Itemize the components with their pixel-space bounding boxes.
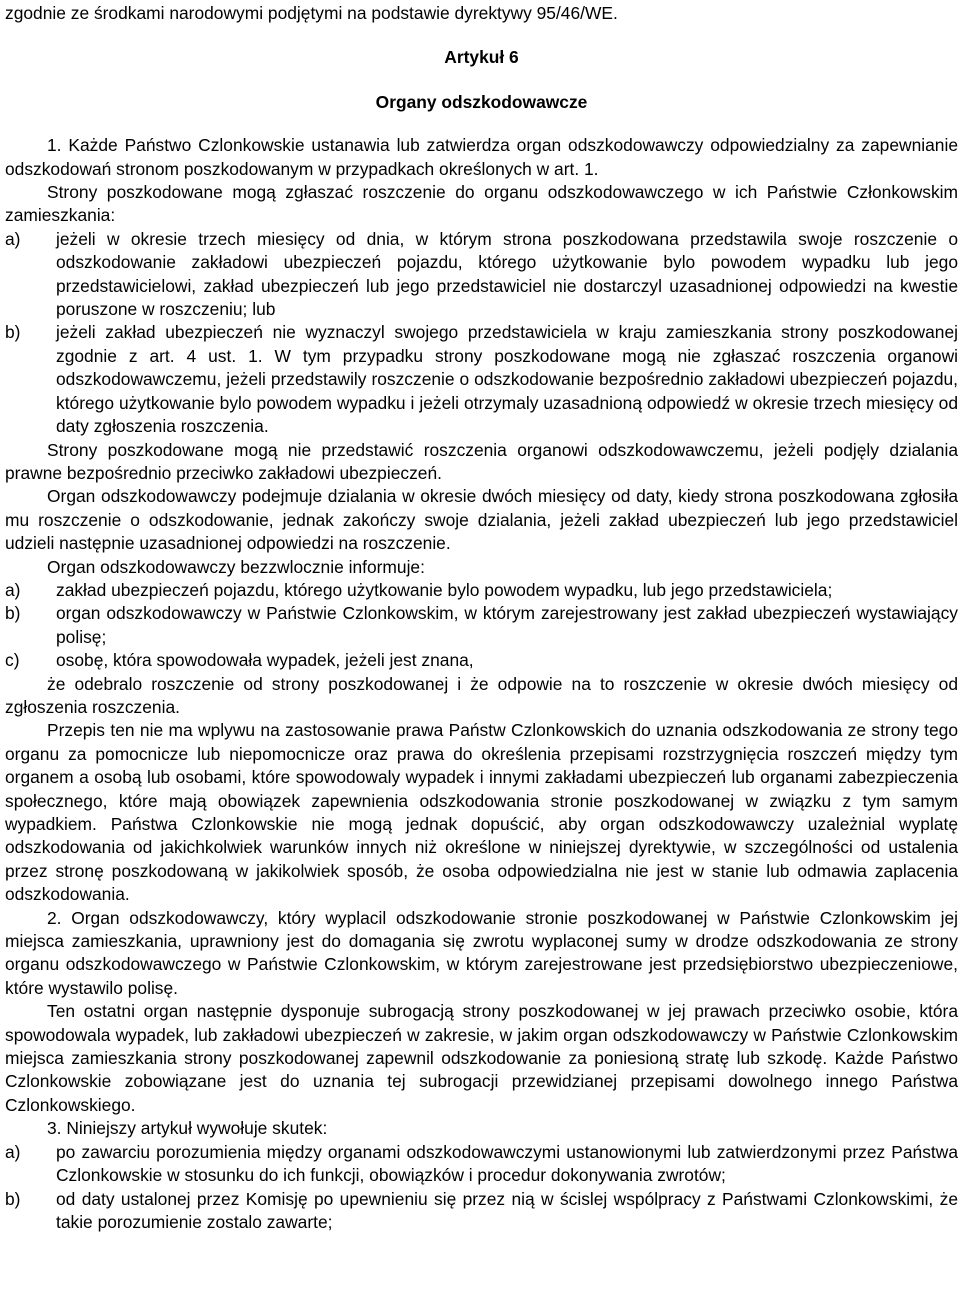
list-item-text: po zawarciu porozumienia między organami odszkodowawczymi ustanowionymi lub zatwierdzonymi przez Państwa Czlonkowskie w stosunku do ich funkcji, obowiązków i procedur dokonywania zwrotów; — [56, 1141, 958, 1186]
list-item-label: b) — [5, 603, 21, 624]
paragraph-8: 2. Organ odszkodowawczy, który wyplacil odszkodowanie stronie poszkodowanej w Państwie Czlonkowskim jej miejsca zamieszkania, uprawniony jest do domagania się zwrotu wyplaconej sumy w drodze odszkodowania ze strony organu odszkodowawczego w Państwie Czlonkowskim, w którym zarejestrowane jest przedsiębiorstwo ubezpieczeniowe, które wystawilo polisę. — [5, 907, 958, 998]
list-item-text: osobę, która spowodowała wypadek, jeżeli jest znana, — [56, 650, 474, 671]
list-item — [5, 228, 958, 322]
paragraph-2: Strony poszkodowane mogą zgłaszać roszczenie do organu odszkodowawczego w ich Państwie Członkowskim zamieszkania: — [5, 182, 958, 226]
paragraph-3: Strony poszkodowane mogą nie przedstawić roszczenia organowi odszkodowawczemu, jeżeli podjęly dzialania prawne bezpośrednio przeciwko zakładowi ubezpieczeń. — [5, 439, 958, 483]
paragraph-4: Organ odszkodowawczy podejmuje dzialania w okresie dwóch miesięcy od daty, kiedy strona poszkodowana zgłosiła mu roszczenie o odszkodowanie, jednak zakończy swoje dzialania, jeżeli zakład ubezpieczeń lub jego przedstawiciel udzieli następnie uzasadnionej odpowiedzi na roszczenie. — [5, 486, 958, 554]
paragraph-9: Ten ostatni organ następnie dysponuje subrogacją strony poszkodowanej w jej prawach przeciwko osobie, która spowodowala wypadek, lub zakładowi ubezpieczeń w zakresie, w jakim organ odszkodowawczy w Państwie Czlonkowskim miejsca zamieszkania strony poszkodowanej zapewnil odszkodowanie za poniesioną stratę lub szkodę. Każde Państwo Czlonkowskie zobowiązane jest do uznania tej subrogacji przewidzianej przepisami dowolnego innego Państwa Czlonkowskiego. — [5, 1001, 958, 1115]
intro-line: zgodnie ze środkami narodowymi podjętymi na podstawie dyrektywy 95/46/WE. — [5, 3, 618, 23]
list-item-label: a) — [5, 228, 21, 249]
list-informs — [5, 579, 958, 673]
list-item-text: od daty ustalonej przez Komisję po upewnieniu się przez nią w ścislej wspólpracy z Państwami Czlonkowskimi, że takie porozumienie zostalo zawarte; — [56, 1188, 958, 1232]
list-item-label: b) — [5, 322, 21, 343]
list-item-label: c) — [5, 650, 20, 671]
list-item — [5, 579, 958, 602]
list-effect — [5, 1141, 958, 1235]
paragraph-1: 1. Każde Państwo Czlonkowskie ustanawia lub zatwierdza organ odszkodowawczy odpowiedzialny za zapewnianie odszkodowań stronom poszkodowanym w przypadkach określonych w art. 1. — [5, 135, 958, 179]
list-item-label: a) — [5, 1141, 21, 1162]
list-item-text: zakład ubezpieczeń pojazdu, którego użytkowanie bylo powodem wypadku, lub jego przedstawiciela; — [56, 579, 833, 600]
list-item — [5, 602, 958, 649]
list-item-label: b) — [5, 1188, 21, 1209]
paragraph-7: Przepis ten nie ma wplywu na zastosowanie prawa Państw Czlonkowskich do uznania odszkodowania ze strony tego organu za pomocnicze lub niepomocnicze oraz prawa do określenia przepisami rozstrzygnięcia roszczeń między tym organem a osobą lub osobami, które spowodowaly wypadek i innymi zakładami ubezpieczeń lub organami zabezpieczenia społecznego, które mają obowiązek zapewnienia odszkodowania stronie poszkodowanej w związku z tym samym wypadkiem. Państwa Czlonkowskie nie mogą jednak dopuścić, aby organ odszkodowawczy uzależnial wyplatę odszkodowania od jakichkolwiek warunków innych niż określone w niniejszej dyrektywie, w szczególności od ustalenia przez stronę poszkodowaną w jakikolwiek sposób, że osoba odpowiedzialna nie jest w stanie lub odmawia zaplacenia odszkodowania. — [5, 720, 958, 905]
article-subtitle: Organy odszkodowawcze — [375, 91, 588, 112]
document-page — [5, 2, 958, 1234]
list-item — [5, 321, 958, 438]
paragraph-10: 3. Niniejszy artykuł wywołuje skutek: — [47, 1118, 328, 1139]
list-item-text: organ odszkodowawczy w Państwie Czlonkowskim, w którym zarejestrowany jest zakład ubezpieczeń wystawiający polisę; — [56, 603, 958, 647]
list-item — [5, 1188, 958, 1235]
paragraph-5: Organ odszkodowawczy bezzwlocznie informuje: — [47, 556, 425, 577]
list-item-label: a) — [5, 579, 21, 600]
article-title: Artykuł 6 — [444, 47, 519, 68]
list-item — [5, 649, 958, 672]
paragraph-6: że odebralo roszczenie od strony poszkodowanej i że odpowie na to roszczenie w okresie dwóch miesięcy od zgłoszenia roszczenia. — [5, 673, 958, 717]
list-item — [5, 1141, 958, 1188]
list-claims-conditions — [5, 228, 958, 439]
list-item-text: jeżeli w okresie trzech miesięcy od dnia, w którym strona poszkodowana przedstawila swoje roszczenie o odszkodowanie zakładowi ubezpieczeń pojazdu, którego użytkowanie bylo powodem wypadku lub jego przedstawicielowi, zakład ubezpieczeń lub jego przedstawiciel nie dostarczyl uzasadnionej odpowiedzi na kwestie poruszone w roszczeniu; lub — [56, 228, 958, 320]
list-item-text: jeżeli zakład ubezpieczeń nie wyznaczyl swojego przedstawiciela w kraju zamieszkania strony poszkodowanej zgodnie z art. 4 ust. 1. W tym przypadku strony poszkodowane mogą nie zgłaszać roszczenia organowi odszkodowawczemu, jeżeli przedstawily roszczenie o odszkodowanie bezpośrednio zakładowi ubezpieczeń pojazdu, którego użytkowanie bylo powodem wypadku i jeżeli otrzymaly uzasadnioną odpowiedź w okresie trzech miesięcy od daty zgłoszenia roszczenia. — [56, 322, 958, 437]
